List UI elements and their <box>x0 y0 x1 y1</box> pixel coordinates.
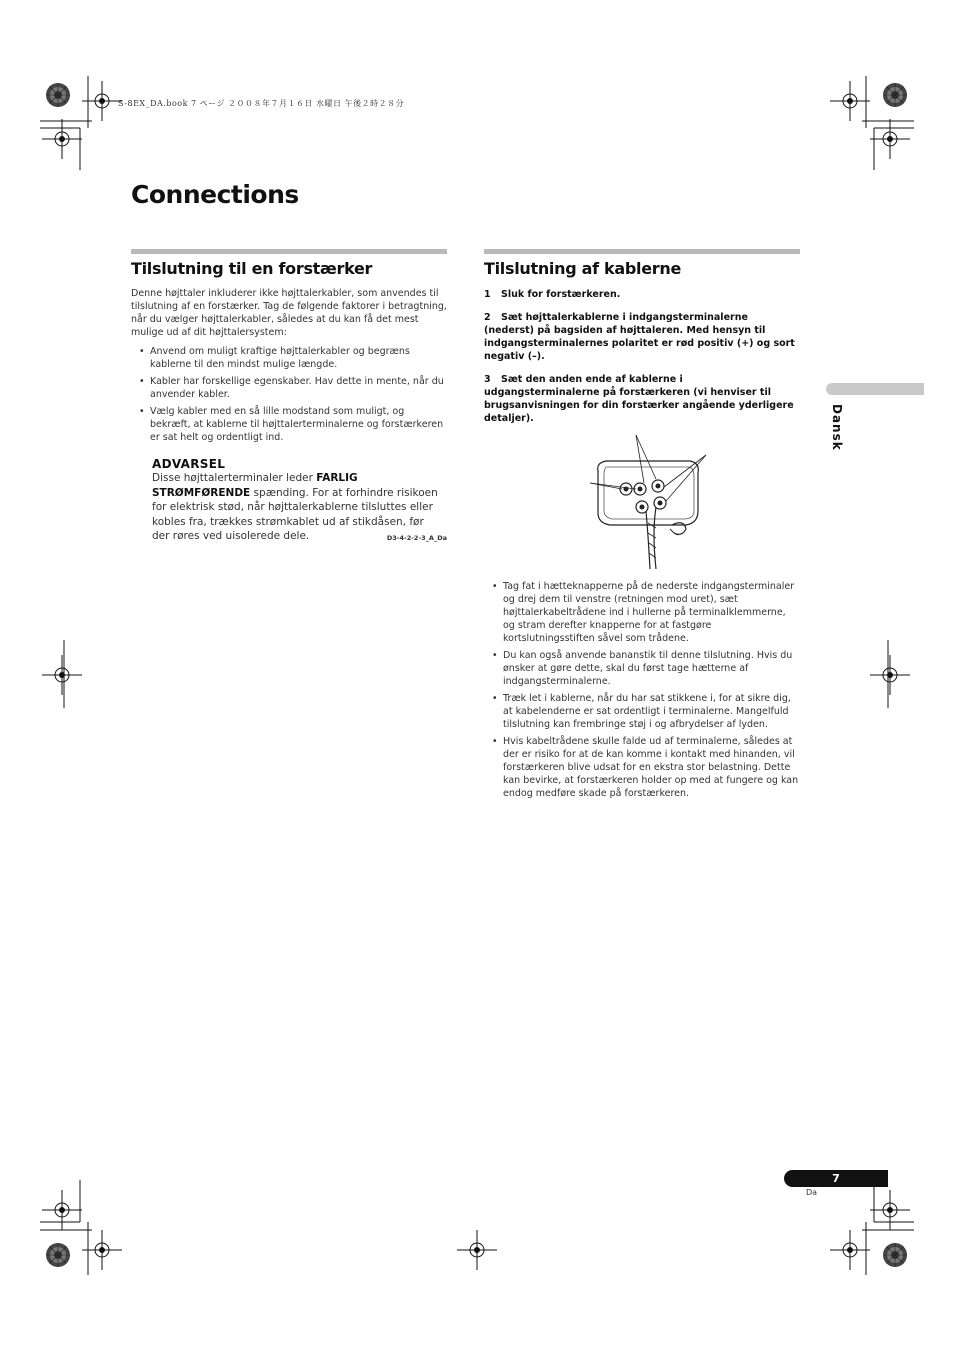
right-section <box>484 249 800 435</box>
warning-emphasis: FARLIG STRØMFØRENDE <box>152 472 358 499</box>
language-tab-label: Dansk <box>830 404 844 451</box>
left-section <box>131 249 447 544</box>
registration-mark-icon <box>870 119 910 159</box>
section-divider <box>131 249 447 254</box>
page-title: Connections <box>131 180 299 209</box>
warning-box <box>131 457 447 544</box>
warning-title: ADVARSEL <box>152 457 226 471</box>
list-item: • Tag fat i hætteknapperne på de nederste indgangsterminaler og drej dem til venstre (retningen mod uret), sæt højttalerkabeltrådene ind i hullerne på terminalklemmerne, og stram derefter knapperne for at fastgøre kortslutningsstiften såvel som trådene. <box>484 580 800 645</box>
right-bullets-section <box>484 580 800 804</box>
registration-mark-icon <box>870 1190 910 1230</box>
color-target-icon <box>883 83 907 107</box>
section-title: Tilslutning til en forstærker <box>131 259 373 278</box>
section-title: Tilslutning af kablerne <box>484 259 682 278</box>
step-item: 2 Sæt højttalerkablerne i indgangsterminalerne (nederst) på bagsiden af højttaleren. Med hensyn til indgangsterminalernes polaritet er rød positiv (+) og sort negativ (–). <box>484 312 795 362</box>
warning-text: Disse højttalerterminaler leder FARLIG STRØMFØRENDE spænding. For at forhindre risikoen for elektrisk stød, når højttalerkablerne tilsluttes eller kobles fra, trækkes strømkablet ud af stikdåsen, før der røres ved uisolerede dele. <box>152 472 438 542</box>
list-item: • Du kan også anvende bananstik til denne tilslutning. Hvis du ønsker at gøre dette, skal du først tage hætterne af indgangsterminalerne. <box>484 649 800 688</box>
print-header: S-8EX_DA.book 7 ページ ２００８年７月１６日 水曜日 午後２時２８分 <box>118 99 405 108</box>
color-target-icon <box>46 1243 70 1267</box>
page-number: 7 <box>784 1170 888 1187</box>
step-number: 2 <box>484 312 491 323</box>
list-item: • Træk let i kablerne, når du har sat stikkene i, for at sikre dig, at kabelenderne er sat ordentligt i terminalerne. Mangelfuld tilslutning kan frembringe støj i og afbrydelser af lyden. <box>484 692 800 731</box>
step-number: 3 <box>484 374 491 385</box>
list-item: • Vælg kabler med en så lille modstand som muligt, og bekræft, at kablerne til højttalerterminalerne og forstærkeren er sat helt og ordentligt ind. <box>131 405 447 444</box>
step-item: 1 Sluk for forstærkeren. <box>484 289 621 300</box>
section-divider <box>484 249 800 254</box>
list-item: • Hvis kabeltrådene skulle falde ud af terminalerne, således at der er risiko for at de kan komme i kontakt med hinanden, vil forstærkeren blive udsat for en ekstra stor belastning. Dette kan bevirke, at forstærkeren holder op med at fungere og kan endog medføre skade på forstærkeren. <box>484 735 800 800</box>
language-tab-bar <box>826 383 924 395</box>
step-number: 1 <box>484 289 491 300</box>
registration-mark-icon <box>830 81 870 121</box>
intro-paragraph: Denne højttaler inkluderer ikke højttalerkabler, som anvendes til tilslutning af en forstærker. Tag de følgende faktorer i betragtning, når du vælger højttalerkabler, således at du kan få det mest mulige ud af dit højttalersystem: <box>131 288 447 338</box>
color-target-icon <box>46 83 70 107</box>
speaker-terminal-diagram-icon <box>586 433 710 573</box>
color-target-icon <box>883 1243 907 1267</box>
registration-mark-icon <box>457 1230 497 1270</box>
document-code: D3-4-2-2-3_A_Da <box>386 533 447 542</box>
factor-list <box>131 345 447 444</box>
registration-mark-icon <box>42 1190 82 1230</box>
step-item: 3 Sæt den anden ende af kablerne i udgangsterminalerne på forstærkeren (vi henviser til brugsanvisningen for din forstærker angående yderligere detaljer). <box>484 374 794 424</box>
registration-mark-icon <box>830 1230 870 1270</box>
registration-mark-icon <box>870 655 910 695</box>
instruction-list <box>484 580 800 800</box>
registration-mark-icon <box>42 655 82 695</box>
step-list <box>484 288 800 425</box>
list-item: • Anvend om muligt kraftige højttalerkabler og begræns kablerne til den mindst mulige længde. <box>131 345 447 371</box>
registration-mark-icon <box>42 119 82 159</box>
list-item: • Kabler har forskellige egenskaber. Hav dette in mente, når du anvender kabler. <box>131 375 447 401</box>
page-language: Da <box>806 1188 818 1197</box>
